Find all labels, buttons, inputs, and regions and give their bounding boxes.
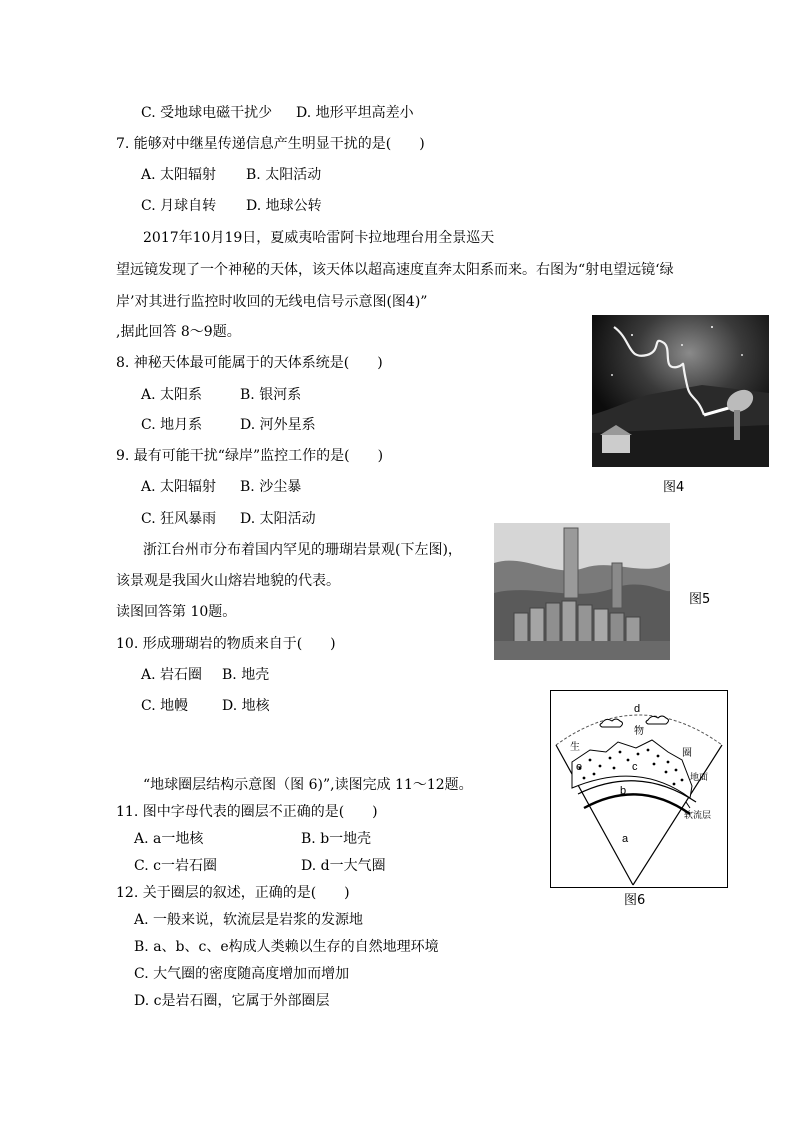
- passage3: “地球圈层结构示意图（图 6)”,读图完成 11～12题。: [143, 777, 473, 793]
- q11-option-a: A. a一地核: [134, 831, 204, 847]
- diagram-label-sheng: 生: [570, 742, 580, 753]
- q7-option-b: B. 太阳活动: [246, 167, 322, 183]
- diagram-label-dimian: 地面: [690, 773, 709, 783]
- q7-option-a: A. 太阳辐射: [141, 167, 217, 183]
- figure-4-photo: [592, 315, 769, 467]
- diagram-label-b: b: [620, 785, 627, 797]
- q7-stem: 7. 能够对中继星传递信息产生明显干扰的是( ): [116, 136, 425, 152]
- q10-stem: 10. 形成珊瑚岩的物质来自于( ): [116, 636, 336, 652]
- q8-stem: 8. 神秘天体最可能属于的天体系统是( ): [116, 355, 383, 371]
- q10-option-b: B. 地壳: [222, 667, 270, 683]
- q12-option-b: B. a、b、c、e构成人类赖以生存的自然地理环境: [134, 939, 439, 955]
- q7-option-c: C. 月球自转: [141, 198, 217, 214]
- passage2-line2: 该景观是我国火山熔岩地貌的代表。: [116, 573, 340, 589]
- q11-stem: 11. 图中字母代表的圈层不正确的是( ): [116, 804, 378, 820]
- figure-6-diagram: [550, 690, 728, 888]
- q6-option-d: D. 地形平坦高差小: [296, 105, 414, 121]
- q11-option-b: B. b一地壳: [301, 831, 372, 847]
- figure-5-photo: [494, 523, 670, 660]
- q12-option-c: C. 大气圈的密度随高度增加而增加: [134, 966, 350, 982]
- q9-option-b: B. 沙尘暴: [240, 479, 302, 495]
- diagram-label-c: c: [632, 761, 638, 773]
- q8-option-a: A. 太阳系: [141, 387, 203, 403]
- q6-option-c: C. 受地球电磁干扰少: [141, 105, 273, 121]
- diagram-label-a: a: [622, 833, 629, 845]
- q9-stem: 9. 最有可能干扰“绿岸”监控工作的是( ): [116, 448, 384, 464]
- q12-stem: 12. 关于圈层的叙述，正确的是( ): [116, 885, 350, 901]
- passage1-line1: 2017年10月19日，夏威夷哈雷阿卡拉地理台用全景巡天: [143, 230, 495, 246]
- passage2-line1: 浙江台州市分布着国内罕见的珊瑚岩景观(下左图)，: [143, 542, 462, 558]
- figure-5-caption: 图5: [689, 592, 711, 607]
- q11-option-c: C. c一岩石圈: [134, 858, 217, 874]
- q12-option-a: A. 一般来说，软流层是岩浆的发源地: [134, 912, 364, 928]
- q9-option-c: C. 狂风暴雨: [141, 511, 217, 527]
- q12-option-d: D. c是岩石圈，它属于外部圈层: [134, 993, 330, 1009]
- figure-4-caption: 图4: [663, 480, 685, 495]
- q8-option-d: D. 河外星系: [240, 417, 316, 433]
- q9-option-d: D. 太阳活动: [240, 511, 316, 527]
- diagram-label-e: e: [576, 761, 583, 773]
- diagram-label-quan: 圈: [682, 748, 692, 759]
- q10-option-c: C. 地幔: [141, 698, 189, 714]
- q8-option-c: C. 地月系: [141, 417, 203, 433]
- passage1-line2: 望远镜发现了一个神秘的天体，该天体以超高速度直奔太阳系而来。右图为“射电望远镜‘绿: [116, 262, 674, 278]
- q8-option-b: B. 银河系: [240, 387, 302, 403]
- q10-option-d: D. 地核: [222, 698, 270, 714]
- passage1-line4: ,据此回答 8～9题。: [116, 324, 241, 340]
- passage2-line3: 读图回答第 10题。: [116, 604, 237, 620]
- passage1-line3: 岸’对其进行监控时收回的无线电信号示意图(图4)”: [116, 294, 428, 310]
- q10-option-a: A. 岩石圈: [141, 667, 203, 683]
- diagram-label-wu: 物: [634, 726, 644, 737]
- q7-option-d: D. 地球公转: [246, 198, 322, 214]
- diagram-label-ruanliu: 软流层: [684, 811, 712, 821]
- diagram-label-d: d: [634, 703, 641, 715]
- figure-6-caption: 图6: [624, 893, 646, 908]
- q11-option-d: D. d一大气圈: [301, 858, 386, 874]
- q9-option-a: A. 太阳辐射: [141, 479, 217, 495]
